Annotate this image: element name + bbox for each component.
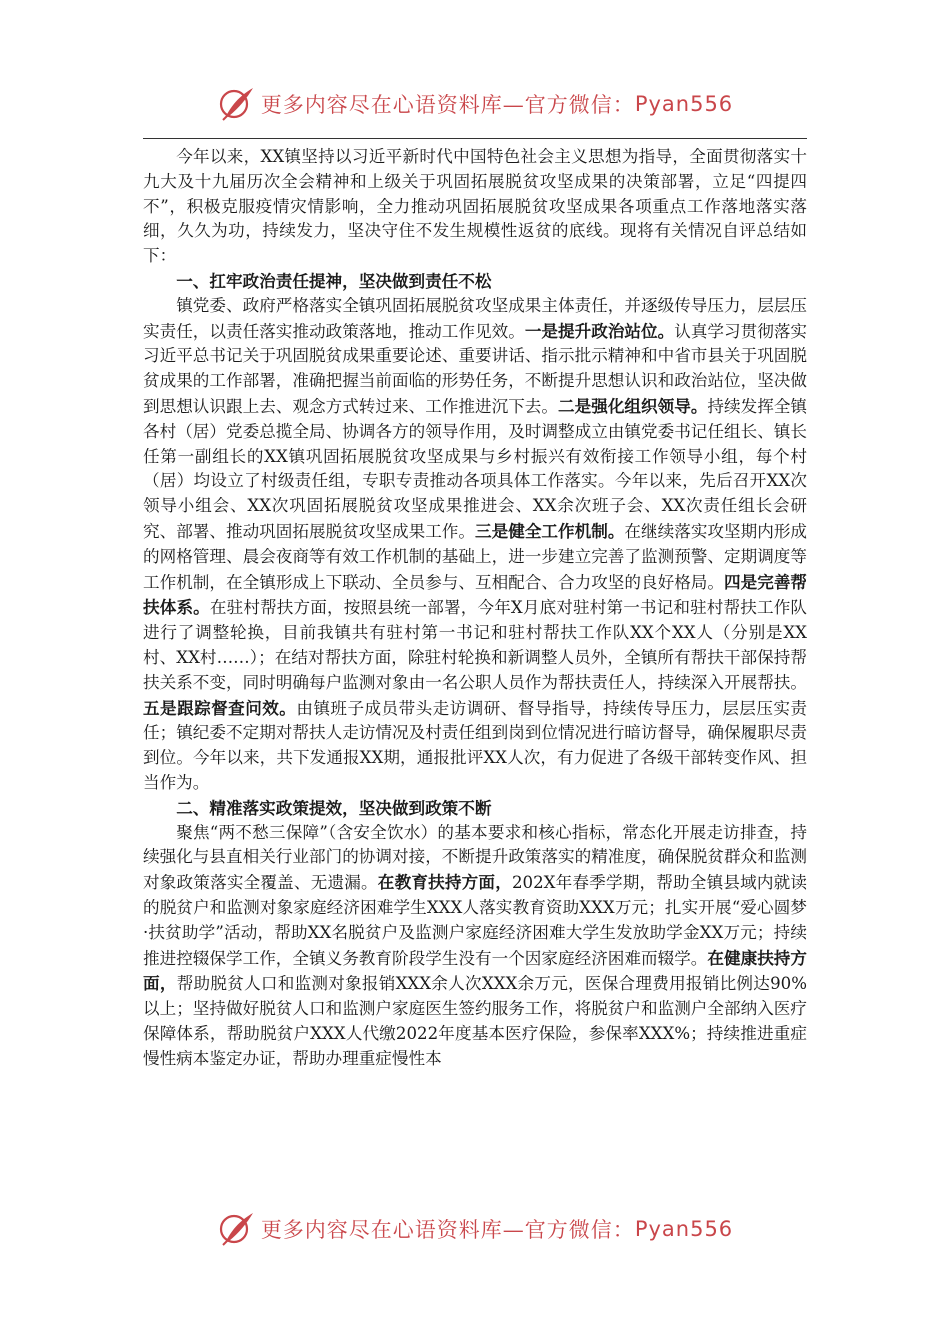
- s2-point-1: 在教育扶持方面，: [377, 872, 512, 893]
- watermark-top: [0, 84, 950, 124]
- s1-text-5: 由镇班子成员带头走访调研、督导指导，持续传导压力，层层压实责任；镇纪委不定期对帮扶人走访情况及村责任组到岗到位情况进行暗访督导，确保履职尽责到位。今年以来，共下发通报XX期，通报批评XX人次，有力促进了各级干部转变作风、担当作为。: [143, 698, 808, 792]
- watermark-wechat-id: Pyan556: [634, 1217, 734, 1241]
- quill-logo-icon: [217, 84, 257, 124]
- s1-lead: 镇党委、政府严格落实全镇巩固拓展脱贫攻坚成果主体责任，并逐级传导压力，层层压实责任，以责任落实推动政策落地，推动工作见效。: [143, 295, 807, 341]
- s1-point-1: 一是提升政治站位。: [524, 320, 675, 341]
- header-rule: [143, 138, 807, 139]
- s1-text-4: 在驻村帮扶方面，按照县统一部署，今年X月底对驻村第一书记和驻村帮扶工作队进行了调整轮换，目前我镇共有驻村第一书记和驻村帮扶工作队XX个XX人（分别是XX村、XX村……）；在结对帮扶方面，除驻村轮换和新调整人员外，全镇所有帮扶干部保持帮扶关系不变，同时明确每户监测对象由一名公职人员作为帮扶责任人，持续深入开展帮扶。: [143, 598, 808, 692]
- watermark-bottom: [0, 1209, 950, 1249]
- s2-lead: 聚焦“两不愁三保障”（含安全饮水）的基本要求和核心指标，常态化开展走访排查，持续强化与县直相关行业部门的协调对接，不断提升政策落实的精准度，确保脱贫群众和监测对象政策落实全覆盖、无遗漏。: [143, 822, 807, 893]
- watermark-wechat-id: Pyan556: [634, 92, 734, 116]
- watermark-text: 更多内容尽在心语资料库—官方微信：: [260, 93, 635, 117]
- s1-point-3: 三是健全工作机制。: [475, 520, 625, 541]
- section-heading-2: 二、精准落实政策提效，坚决做到政策不断: [176, 797, 492, 818]
- s1-point-5: 五是跟踪督查问效。: [143, 697, 297, 718]
- watermark-text: 更多内容尽在心语资料库—官方微信：: [260, 1218, 635, 1242]
- section-heading-1: 一、扛牢政治责任提神，坚决做到责任不松: [176, 270, 492, 291]
- quill-logo-icon: [217, 1209, 257, 1249]
- document-body: [143, 145, 807, 1071]
- s2-point-2: 在健康扶持方面，: [143, 947, 808, 994]
- s1-text-3: 在继续落实攻坚期内形成的网格管理、晨会夜商等有效工作机制的基础上，进一步建立完善了监测预警、定期调度等工作机制，在全镇形成上下联动、全员参与、互相配合、合力攻坚的良好格局。: [143, 521, 808, 592]
- section-1-paragraph: [143, 294, 807, 796]
- s1-point-4: 四是完善帮扶体系。: [143, 571, 808, 618]
- s1-point-2: 二是强化组织领导。: [558, 395, 708, 416]
- s2-text-1: 202X年春季学期，帮助全镇县域内就读的脱贫户和监测对象家庭经济困难学生XXX人落实教育资助XXX万元；扎实开展“爱心圆梦·扶贫助学”活动，帮助XX名脱贫户及监测户家庭经济困难大学生发放助学金XX万元；持续推进控辍保学工作，全镇义务教育阶段学生没有一个因家庭经济困难而辍学。: [143, 873, 808, 968]
- s1-text-2: 持续发挥全镇各村（居）党委总揽全局、协调各方的领导作用，及时调整成立由镇党委书记任组长、镇长任第一副组长的XX镇巩固拓展脱贫攻坚成果与乡村振兴有效衔接工作领导小组，每个村（居）均设立了村级责任组，专职专责推动各项具体工作落实。今年以来，先后召开XX次领导小组会、XX次巩固拓展脱贫攻坚成果推进会、XX余次班子会、XX次责任组长会研究、部署、推动巩固拓展脱贫攻坚成果工作。: [143, 396, 808, 541]
- intro-paragraph: 今年以来，XX镇坚持以习近平新时代中国特色社会主义思想为指导，全面贯彻落实十九大及十九届历次全会精神和上级关于巩固拓展脱贫攻坚成果的决策部署，立足“四提四不”，积极克服疫情灾情影响，全力推动巩固拓展脱贫攻坚成果各项重点工作落地落实落细，久久为功，持续发力，坚决守住不发生规模性返贫的底线。现将有关情况自评总结如下：: [143, 147, 807, 266]
- section-2-paragraph: [143, 821, 807, 1072]
- s2-text-2: 帮助脱贫人口和监测对象报销XXX余人次XXX余万元，医保合理费用报销比例达90%以上；坚持做好脱贫人口和监测户家庭医生签约服务工作，将脱贫户和监测户全部纳入医疗保障体系，帮助脱贫户XXX人代缴2022年度基本医疗保险，参保率XXX%；持续推进重症慢性病本鉴定办证，帮助办理重症慢性本: [143, 974, 808, 1068]
- s1-text-1: 认真学习贯彻落实习近平总书记关于巩固脱贫成果重要论述、重要讲话、指示批示精神和中省市县关于巩固脱贫成果的工作部署，准确把握当前面临的形势任务，不断提升思想认识和政治站位，坚决做到思想认识跟上去、观念方式转过来、工作推进沉下去。: [143, 321, 808, 416]
